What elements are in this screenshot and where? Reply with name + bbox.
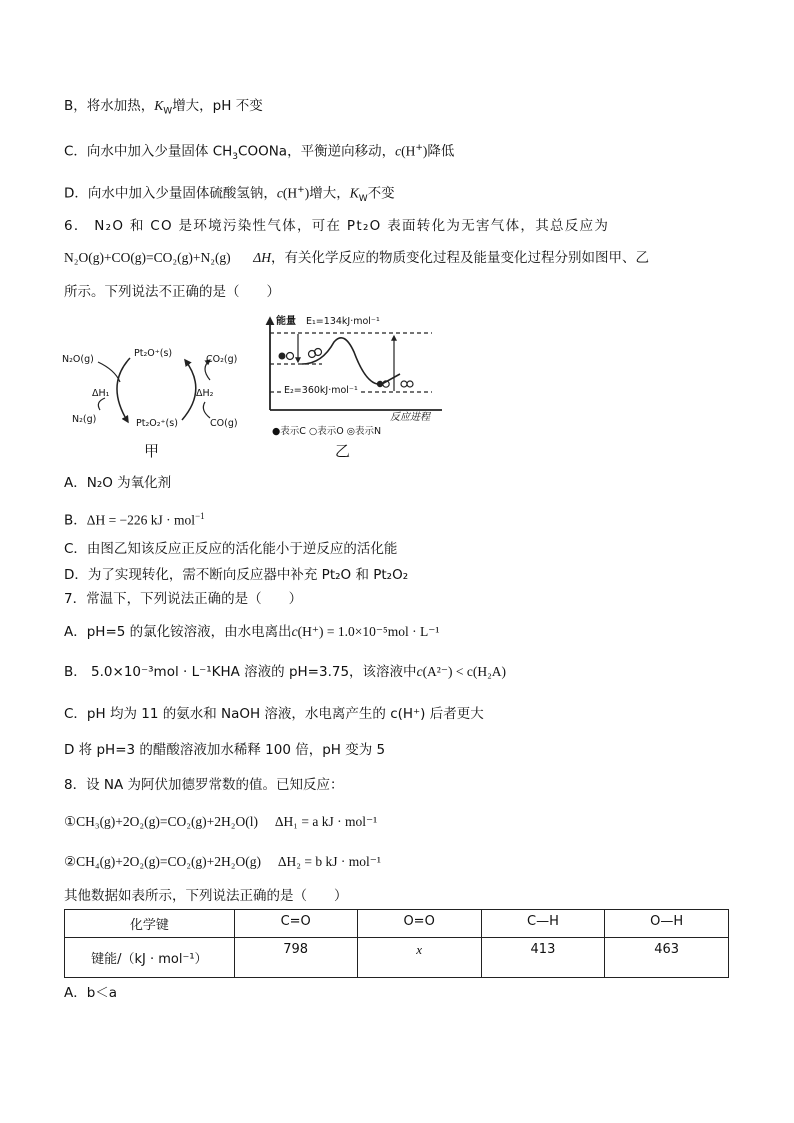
yi-ylabel: 能量 bbox=[276, 316, 296, 327]
q7-option-a: A．pH=5 的氯化铵溶液，由水电离出c(H⁺) = 1.0×10⁻⁵mol · L⁻¹ bbox=[64, 624, 440, 640]
jia-dh1-label: ΔH₁ bbox=[92, 388, 110, 399]
q8-option-a: A．b＜a bbox=[64, 985, 118, 1001]
table-cell: 463 bbox=[605, 938, 729, 978]
figure-yi bbox=[262, 312, 452, 462]
q7-option-d: D 将 pH=3 的醋酸溶液加水稀释 100 倍，pH 变为 5 bbox=[64, 742, 386, 758]
q6-stem-line1: 6． N₂O 和 CO 是环境污染性气体，可在 Pt₂O 表面转化为无害气体，其总反应为 bbox=[64, 218, 610, 234]
yi-legend: ●表示C ○表示O ◎表示N bbox=[272, 426, 382, 437]
figure-jia bbox=[60, 340, 250, 460]
q5-option-c: C．向水中加入少量固体 $CH_3COONa$，平衡逆向移动，c(H+)降低 bbox=[64, 143, 455, 163]
jia-caption: 甲 bbox=[144, 442, 160, 460]
jia-n2-label: N₂(g) bbox=[72, 414, 97, 425]
table-header-cell: C=O bbox=[234, 910, 357, 938]
yi-e2-label: E₂=360kJ·mol⁻¹ bbox=[284, 385, 358, 396]
jia-dh2-label: ΔH₂ bbox=[196, 388, 214, 399]
q6-option-c: C．由图乙知该反应正反应的活化能小于逆反应的活化能 bbox=[64, 541, 398, 557]
q6-delta-h: ΔH bbox=[253, 250, 271, 265]
table-header-cell: C—H bbox=[481, 910, 605, 938]
q8-stem: 8．设 NA 为阿伏加德罗常数的值。已知反应： bbox=[64, 777, 344, 793]
q6-stem-line2: N₂O(g)+CO(g)=CO₂(g)+N₂(g) ΔH，有关化学反应的物质变化过程及能量变化过程分别如图甲、乙 bbox=[64, 250, 649, 266]
table-cell: 798 bbox=[234, 938, 357, 978]
q5-option-d: D．向水中加入少量固体硫酸氢钠，c(H+)增大，$K_W$不变 bbox=[64, 185, 395, 205]
jia-co2-label: CO₂(g) bbox=[206, 354, 238, 365]
jia-co-label: CO(g) bbox=[210, 418, 238, 429]
table-cell: 413 bbox=[481, 938, 605, 978]
yi-xlabel: 反应进程 bbox=[390, 412, 430, 423]
table-row-label: 键能/（kJ · mol⁻¹） bbox=[65, 938, 235, 978]
yi-caption: 乙 bbox=[335, 442, 351, 460]
q6-equation: N₂O(g)+CO(g)=CO₂(g)+N₂(g) bbox=[64, 250, 231, 265]
table-header-cell: O=O bbox=[357, 910, 481, 938]
q6-option-b: B．ΔH = −226 kJ · mol$^{-1}$ bbox=[64, 511, 205, 529]
table-cell: x bbox=[357, 938, 481, 978]
q7-option-b: B． 5.0×10⁻³mol · L⁻¹KHA 溶液的 pH=3.75，该溶液中c(A²⁻) < c(H₂A) bbox=[64, 664, 507, 680]
table-header-row bbox=[65, 910, 729, 938]
q7-stem: 7．常温下，下列说法正确的是（ ） bbox=[64, 591, 303, 607]
q7-option-c: C．pH 均为 11 的氨水和 NaOH 溶液，水电离产生的 c(H⁺) 后者更大 bbox=[64, 706, 484, 722]
table-row bbox=[65, 938, 729, 978]
q6-option-d: D．为了实现转化，需不断向反应器中补充 Pt₂O 和 Pt₂O₂ bbox=[64, 567, 409, 583]
q8-stem-2: 其他数据如表所示，下列说法正确的是（ ） bbox=[64, 888, 348, 904]
table-header-cell: O—H bbox=[605, 910, 729, 938]
q6-option-a: A．N₂O 为氧化剂 bbox=[64, 475, 172, 491]
q6-stem-line3: 所示。下列说法不正确的是（ ） bbox=[64, 284, 280, 300]
table-header-cell: 化学键 bbox=[65, 910, 235, 938]
q8-reaction-1: ①CH₃(g)+2O₂(g)=CO₂(g)+2H₂O(l) ΔH₁ = a kJ · mol⁻¹ bbox=[64, 814, 378, 829]
q8-reaction-2: ②CH₄(g)+2O₂(g)=CO₂(g)+2H₂O(g) ΔH₂ = b kJ · mol⁻¹ bbox=[64, 854, 381, 869]
yi-e1-label: E₁=134kJ·mol⁻¹ bbox=[306, 316, 380, 327]
jia-pt2o-plus-label: Pt₂O⁺(s) bbox=[134, 348, 173, 359]
jia-pt2o2-label: Pt₂O₂⁺(s) bbox=[136, 418, 178, 429]
bond-energy-table bbox=[64, 909, 729, 978]
q5-option-b: B，将水加热，$K_W$增大，pH 不变 bbox=[64, 98, 263, 117]
jia-n2o-label: N₂O(g) bbox=[62, 354, 94, 365]
